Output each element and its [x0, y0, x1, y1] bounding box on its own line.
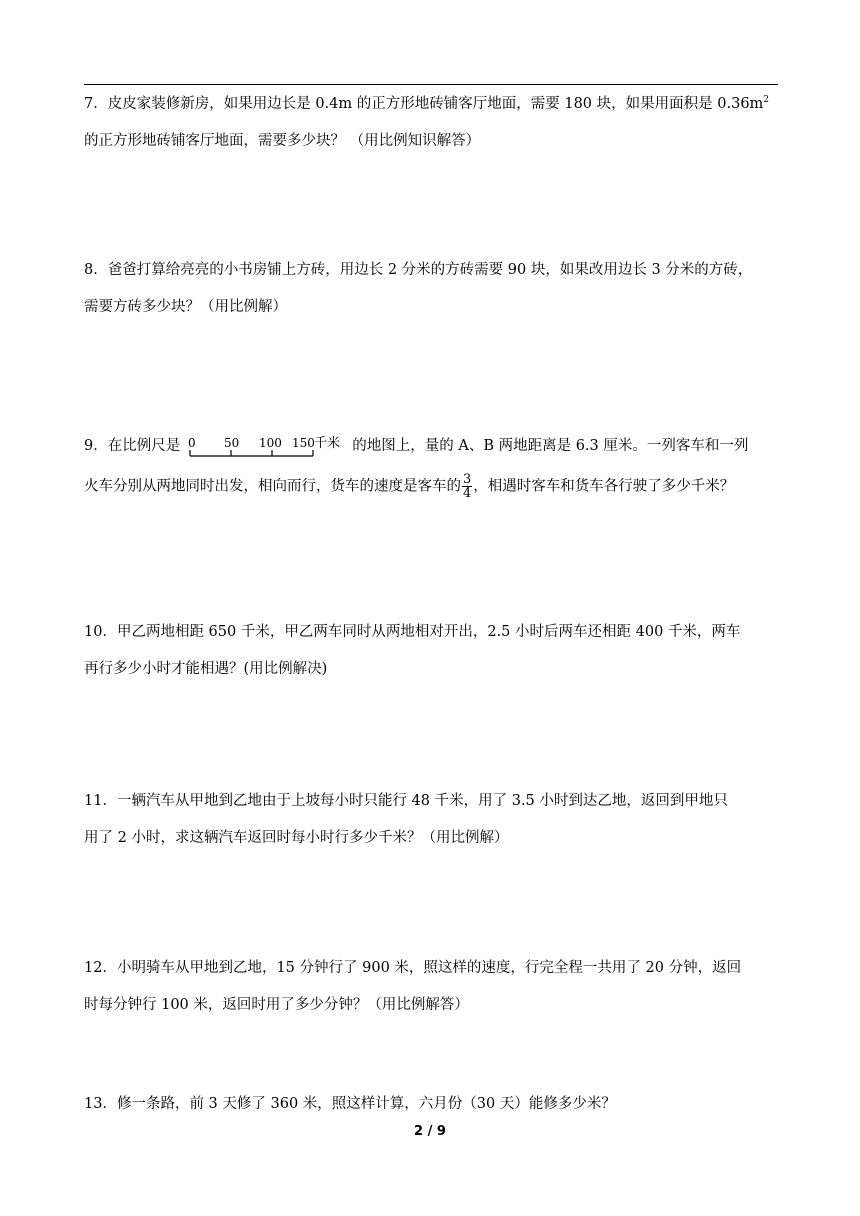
fraction-denominator: 4: [463, 486, 472, 501]
map-scale-bar: [186, 436, 346, 464]
question-7-superscript: 2: [763, 95, 770, 105]
fraction-three-quarters: [462, 473, 472, 500]
question-10-line-2: 再行多少小时才能相遇？(用比例解决): [84, 661, 328, 677]
question-9-text-before-scale: 9．在比例尺是: [84, 438, 181, 454]
question-11-line-1: 11．一辆汽车从甲地到乙地由于上坡每小时只能行 48 千米，用了 3.5 小时到达乙地，返回到甲地只: [84, 793, 728, 809]
question-7-text-1: 7．皮皮家装修新房，如果用边长是 0.4m 的正方形地砖铺客厅地面，需要 180 块，如果用面积是 0.36m: [84, 96, 764, 112]
scale-tick-label-100: 100: [259, 436, 283, 450]
question-9: [84, 436, 778, 501]
fraction-numerator: 3: [463, 472, 472, 487]
question-9-text-before-fraction: 火车分别从两地同时出发，相向而行，货车的速度是客车的: [84, 478, 461, 495]
question-9-line-1: [84, 436, 778, 456]
question-13: [84, 1094, 778, 1114]
scale-unit-label: 千米: [314, 436, 341, 451]
question-7: [84, 94, 778, 151]
question-7-line-1: [84, 94, 778, 114]
scale-tick-label-50: 50: [224, 436, 240, 450]
scale-tick-label-0: 0: [188, 436, 196, 450]
question-9-text-after-scale: 的地图上，量的 A、B 两地距离是 6.3 厘米。一列客车和一列: [352, 438, 749, 454]
question-7-line-2: 的正方形地砖铺客厅地面，需要多少块？ （用比例知识解答）: [84, 133, 481, 149]
question-10-line-1: 10．甲乙两地相距 650 千米，甲乙两车同时从两地相对开出，2.5 小时后两车还相距 400 千米，两车: [84, 624, 741, 640]
question-10: [84, 622, 778, 679]
question-12-line-2: 时每分钟行 100 米，返回时用了多少分钟？（用比例解答）: [84, 997, 469, 1013]
question-12: [84, 958, 778, 1015]
question-9-text-after-fraction: ，相遇时客车和货车各行驶了多少千米？: [473, 478, 735, 495]
page-number: 2 / 9: [414, 1124, 446, 1139]
question-13-line-1: 13．修一条路，前 3 天修了 360 米，照这样计算，六月份（30 天）能修多少米？: [84, 1096, 616, 1112]
question-12-line-1: 12．小明骑车从甲地到乙地，15 分钟行了 900 米，照这样的速度，行完全程一共用了 20 分钟，返回: [84, 960, 742, 976]
question-9-line-2: [84, 472, 778, 501]
question-8-line-2: 需要方砖多少块？（用比例解）: [84, 299, 287, 315]
question-11: [84, 791, 778, 848]
header-rule: [84, 84, 778, 85]
question-8: [84, 260, 778, 317]
question-8-line-1: 8．爸爸打算给亮亮的小书房铺上方砖，用边长 2 分米的方砖需要 90 块，如果改用边长 3 分米的方砖，: [84, 262, 753, 278]
scale-tick-label-150: 150: [292, 436, 316, 450]
question-11-line-2: 用了 2 小时，求这辆汽车返回时每小时行多少千米？（用比例解）: [84, 830, 509, 846]
